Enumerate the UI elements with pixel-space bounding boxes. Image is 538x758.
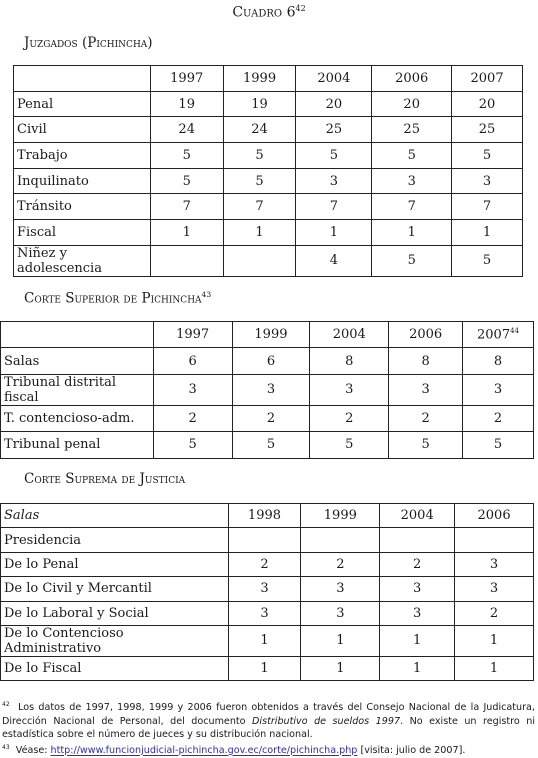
table-cell: 3 [372, 168, 452, 194]
row-label: Tribunal penal [1, 432, 154, 458]
table-cell: 5 [310, 432, 389, 458]
row-label: Niñez y adolescencia [14, 245, 151, 276]
footnote-43 [2, 741, 535, 758]
table-cell: 1 [301, 625, 380, 656]
table-cell: 5 [372, 143, 452, 169]
table-cell: 24 [150, 117, 223, 143]
table-cell: 5 [150, 168, 223, 194]
section3-heading: Corte Suprema de Justicia [24, 471, 186, 487]
table-cell: 1 [296, 220, 372, 246]
table-cell: 3 [301, 577, 380, 601]
table-row [1, 432, 534, 458]
column-header: 1997 [153, 322, 232, 348]
table-cell: 25 [452, 117, 523, 143]
footnote-text: Los datos de 1997, 1998, 1999 y 2006 fueron obtenidos a través del Consejo Nacional de la Judicatura, Dirección Nacional de Personal, del documento [2, 702, 535, 727]
table-cell: 25 [296, 117, 372, 143]
table-cell: 3 [452, 168, 523, 194]
column-header: 1999 [223, 66, 296, 92]
table-cell: 5 [452, 143, 523, 169]
table-row [1, 601, 534, 625]
title-text: Cuadro 6 [232, 4, 296, 21]
table-cell: 3 [380, 577, 455, 601]
table-cell: 1 [228, 625, 301, 656]
row-label: De lo Contencioso Administrativo [1, 625, 229, 656]
row-label: De lo Laboral y Social [1, 601, 229, 625]
table-cell: 25 [372, 117, 452, 143]
footnote-text: Véase: [15, 745, 51, 757]
table-cell: 8 [463, 348, 534, 374]
table-cell: 7 [150, 194, 223, 220]
table-header-row [1, 504, 534, 528]
table-cell: 4 [296, 245, 372, 276]
table-cell: 3 [455, 552, 534, 576]
table-cell: 3 [380, 601, 455, 625]
table-cell: 3 [310, 374, 389, 405]
table-cell: 3 [296, 168, 372, 194]
column-header: 1999 [301, 504, 380, 528]
table-cell: 2 [301, 552, 380, 576]
section1-heading: Juzgados (Pichincha) [24, 35, 153, 51]
table-cell: 6 [153, 348, 232, 374]
table-cell: 3 [153, 374, 232, 405]
footnote-number: 43 [2, 744, 10, 752]
footnote-text: . No existe un registro ni estadística sobre el número de jueces y su distribución nacional. [2, 715, 535, 740]
table-cell: 5 [372, 245, 452, 276]
table-cell: 3 [455, 577, 534, 601]
table-cell [228, 528, 301, 552]
footnote-italic-title: Distributivo de sueldos 1997 [252, 715, 401, 727]
table-cell: 20 [296, 91, 372, 117]
row-label: Salas [1, 348, 154, 374]
row-label: Penal [14, 91, 151, 117]
table-cell: 1 [223, 220, 296, 246]
table-cell: 5 [150, 143, 223, 169]
table-cell: 3 [301, 601, 380, 625]
row-label: Presidencia [1, 528, 229, 552]
table-cell: 6 [232, 348, 310, 374]
row-label: Tribunal distrital fiscal [1, 374, 154, 405]
page-title [0, 4, 538, 21]
table-cell: 19 [150, 91, 223, 117]
row-label: Tránsito [14, 194, 151, 220]
table-cell: 3 [389, 374, 463, 405]
table-row [14, 220, 523, 246]
table-cell: 2 [153, 405, 232, 431]
row-label: Civil [14, 117, 151, 143]
table-cell: 2 [389, 405, 463, 431]
table-cell: 5 [452, 245, 523, 276]
table-cell: 5 [296, 143, 372, 169]
table-row [14, 143, 523, 169]
table-cell: 2 [228, 552, 301, 576]
column-header: 2006 [455, 504, 534, 528]
row-label: Inquilinato [14, 168, 151, 194]
table-cell: 2 [455, 601, 534, 625]
table-cell: 5 [223, 143, 296, 169]
footnote-number: 42 [2, 701, 10, 708]
table-cell: 2 [463, 405, 534, 431]
table-row [1, 625, 534, 656]
table-cell: 7 [452, 194, 523, 220]
table-cell: 3 [228, 601, 301, 625]
table-cell: 7 [296, 194, 372, 220]
table-header-row [14, 66, 523, 92]
table-cell: 3 [463, 374, 534, 405]
header-corner-cell [14, 66, 151, 92]
row-label: De lo Civil y Mercantil [1, 577, 229, 601]
table-cell: 1 [380, 656, 455, 680]
juzgados-table [13, 65, 523, 277]
row-label: T. contencioso-adm. [1, 405, 154, 431]
table-row [1, 577, 534, 601]
table-cell: 1 [372, 220, 452, 246]
table-cell: 7 [372, 194, 452, 220]
column-header [463, 322, 534, 348]
table-cell: 5 [232, 432, 310, 458]
section2-heading-text: Corte Superior de Pichincha [24, 290, 202, 307]
header-corner-cell [1, 322, 154, 348]
table-cell: 1 [150, 220, 223, 246]
row-label: De lo Fiscal [1, 656, 229, 680]
column-header: 2004 [310, 322, 389, 348]
footnotes [2, 698, 535, 758]
table-cell: 3 [232, 374, 310, 405]
section2-footnote-ref: 43 [201, 290, 212, 299]
table-cell: 5 [463, 432, 534, 458]
table-cell: 1 [452, 220, 523, 246]
table-cell [455, 528, 534, 552]
table-row [1, 348, 534, 374]
table-cell: 1 [455, 656, 534, 680]
column-header-text: 2007 [477, 327, 511, 343]
table-cell: 1 [380, 625, 455, 656]
table-cell: 5 [223, 168, 296, 194]
table-cell [150, 245, 223, 276]
table-cell: 2 [380, 552, 455, 576]
table-row [14, 194, 523, 220]
table-cell: 24 [223, 117, 296, 143]
table-cell: 1 [455, 625, 534, 656]
column-header: 1999 [232, 322, 310, 348]
column-header: 2006 [372, 66, 452, 92]
column-header: 2004 [296, 66, 372, 92]
row-label: De lo Penal [1, 552, 229, 576]
corte-superior-table [0, 321, 534, 459]
table-cell: 8 [310, 348, 389, 374]
table-cell: 20 [452, 91, 523, 117]
column-footnote-ref: 44 [510, 327, 520, 336]
table-cell: 20 [372, 91, 452, 117]
table-cell: 2 [310, 405, 389, 431]
table-row [1, 528, 534, 552]
table-cell: 1 [228, 656, 301, 680]
column-header: 1998 [228, 504, 301, 528]
row-label: Trabajo [14, 143, 151, 169]
table-header-row [1, 322, 534, 348]
table-cell: 5 [153, 432, 232, 458]
table-cell: 1 [301, 656, 380, 680]
column-header: 2006 [389, 322, 463, 348]
table-cell: 19 [223, 91, 296, 117]
table-cell: 8 [389, 348, 463, 374]
footnote-42 [2, 698, 535, 741]
column-header: 2004 [380, 504, 455, 528]
row-label: Fiscal [14, 220, 151, 246]
table-cell [380, 528, 455, 552]
corte-suprema-table [0, 503, 534, 681]
table-cell: 7 [223, 194, 296, 220]
table-row [14, 245, 523, 276]
header-label: Salas [1, 504, 229, 528]
table-cell [301, 528, 380, 552]
table-row [14, 117, 523, 143]
table-row [14, 168, 523, 194]
table-cell: 2 [232, 405, 310, 431]
footnote-text: [visita: julio de 2007]. [357, 745, 466, 757]
column-header: 2007 [452, 66, 523, 92]
table-cell [223, 245, 296, 276]
table-row [1, 405, 534, 431]
table-cell: 3 [228, 577, 301, 601]
column-header: 1997 [150, 66, 223, 92]
footnote-link[interactable]: http://www.funcionjudicial-pichincha.gov.ec/corte/pichincha.php [50, 745, 358, 757]
title-footnote-ref: 42 [295, 4, 306, 13]
table-row [14, 91, 523, 117]
table-cell: 5 [389, 432, 463, 458]
section2-heading [24, 290, 211, 307]
table-row [1, 552, 534, 576]
table-row [1, 374, 534, 405]
table-row [1, 656, 534, 680]
